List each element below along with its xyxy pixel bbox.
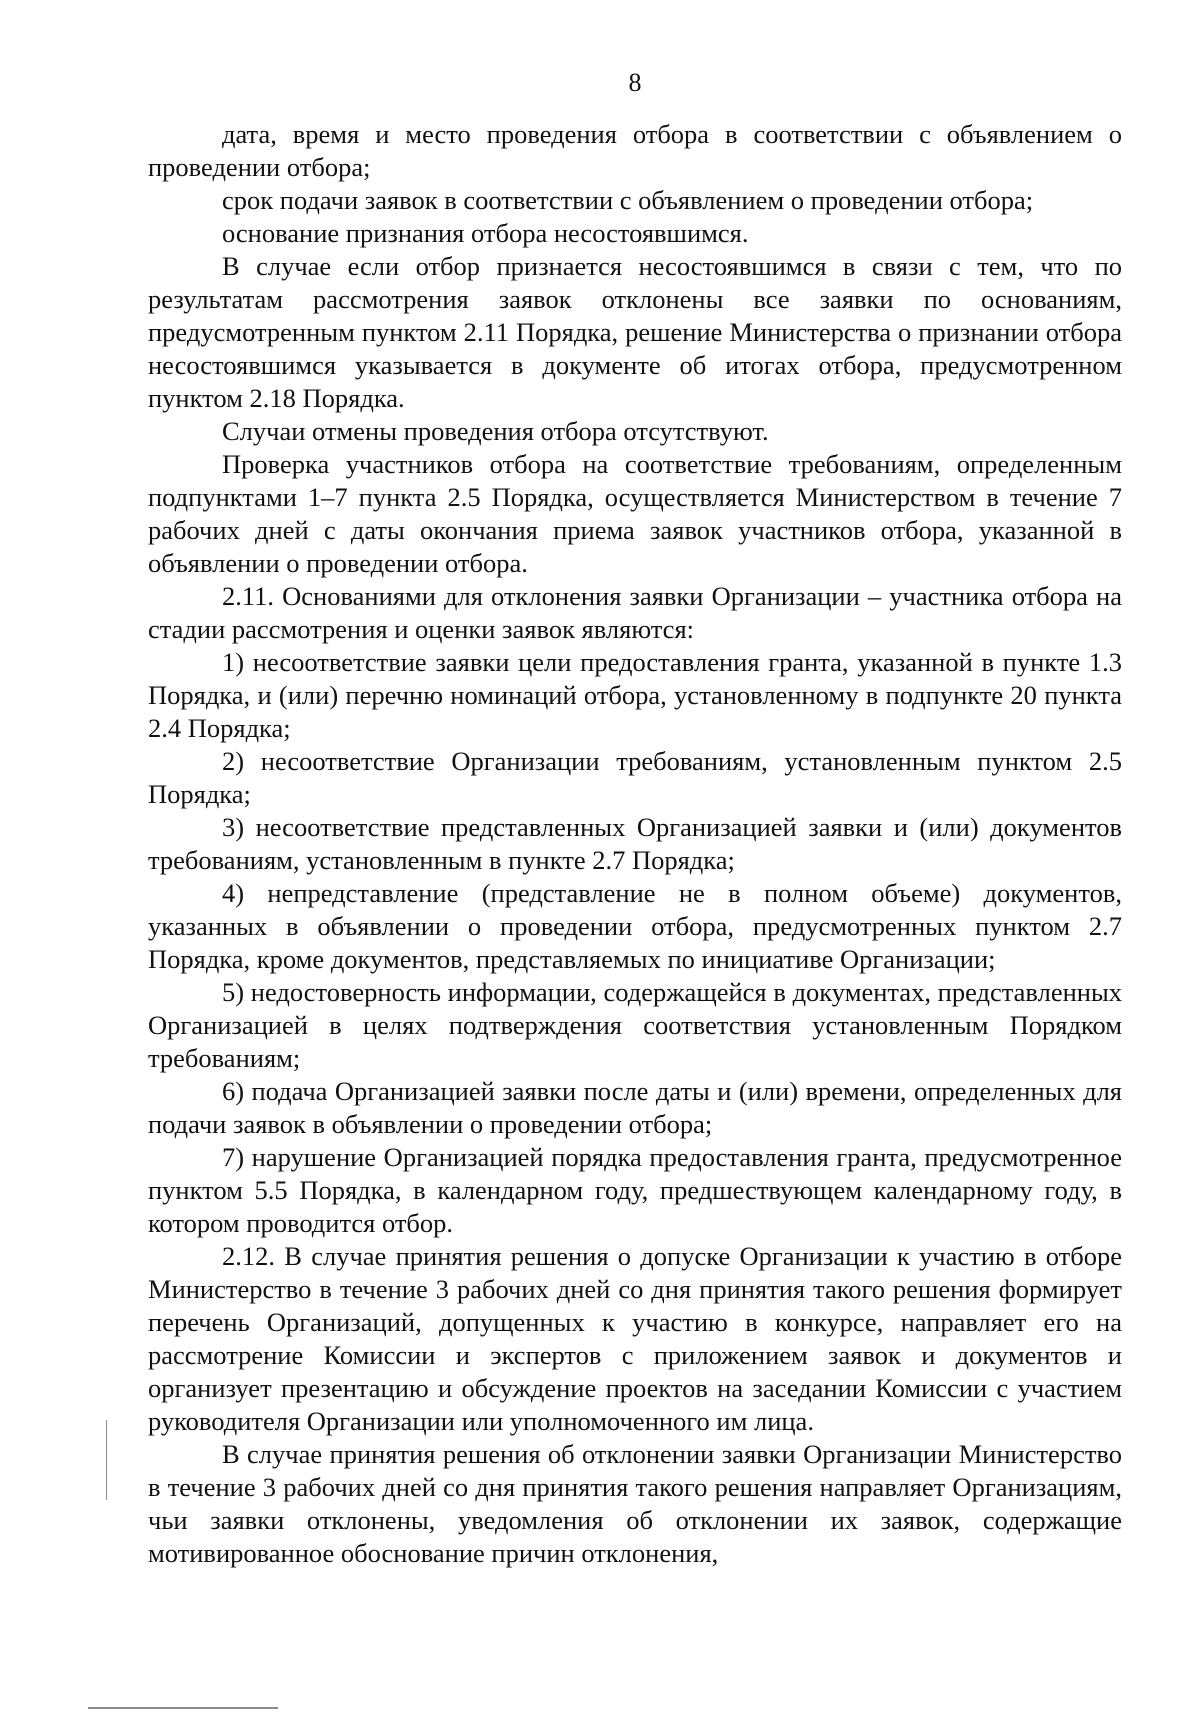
paragraph-failed-selection-basis: основание признания отбора несостоявшимся. bbox=[222, 218, 749, 248]
list-item-5: 5) недостоверность информации, содержащейся в документах, представленных Организацией в целях подтверждения соответствия установленным Порядком требованиям; bbox=[148, 977, 1122, 1073]
paragraph-failed-selection-case: В случае если отбор признается несостоявшимся в связи с тем, что по результатам рассмотрения заявок отклонены все заявки по основаниям, предусмотренным пунктом 2.11 Порядка, решение Министерства о признании отбора несостоявшимся указывается в документе об итогах отбора, предусмотренном пунктом 2.18 Порядка. bbox=[148, 251, 1122, 413]
document-body bbox=[148, 118, 1122, 1570]
list-item-4: 4) непредставление (представление не в полном объеме) документов, указанных в объявлении о проведении отбора, предусмотренных пунктом 2.7 Порядка, кроме документов, представляемых по инициативе Организации; bbox=[148, 878, 1122, 974]
list-item-1: 1) несоответствие заявки цели предоставления гранта, указанной в пункте 1.3 Порядка, и (или) перечню номинаций отбора, установленному в подпункте 20 пункта 2.4 Порядка; bbox=[148, 647, 1122, 743]
page-number: 8 bbox=[628, 68, 642, 97]
paragraph-no-cancellation: Случаи отмены проведения отбора отсутствуют. bbox=[222, 416, 769, 446]
paragraph-rejection-notice: В случае принятия решения об отклонении заявки Организации Министерство в течение 3 рабочих дней со дня принятия такого решения направляет Организациям, чьи заявки отклонены, уведомления об отклонении их заявок, содержащие мотивированное обоснование причин отклонения, bbox=[148, 1439, 1122, 1568]
paragraph-selection-date: дата, время и место проведения отбора в соответствии с объявлением о проведении отбора; bbox=[148, 119, 1122, 182]
scan-margin-line bbox=[106, 1420, 107, 1500]
paragraph-2-12: 2.12. В случае принятия решения о допуске Организации к участию в отборе Министерство в течение 3 рабочих дней со дня принятия такого решения формирует перечень Организаций, допущенных к участию в конкурсе, направляет его на рассмотрение Комиссии и экспертов с приложением заявок и документов и организует презентацию и обсуждение проектов на заседании Комиссии с участием руководителя Организации или уполномоченного им лица. bbox=[148, 1241, 1122, 1436]
scan-bottom-line bbox=[88, 1707, 278, 1709]
paragraph-application-deadline: срок подачи заявок в соответствии с объявлением о проведении отбора; bbox=[222, 185, 1034, 215]
list-item-6: 6) подача Организацией заявки после даты и (или) времени, определенных для подачи заявок в объявлении о проведении отбора; bbox=[148, 1076, 1122, 1139]
paragraph-participant-check: Проверка участников отбора на соответствие требованиям, определенным подпунктами 1–7 пункта 2.5 Порядка, осуществляется Министерством в течение 7 рабочих дней с даты окончания приема заявок участников отбора, указанной в объявлении о проведении отбора. bbox=[148, 449, 1122, 578]
list-item-7: 7) нарушение Организацией порядка предоставления гранта, предусмотренное пунктом 5.5 Порядка, в календарном году, предшествующем календарному году, в котором проводится отбор. bbox=[148, 1142, 1122, 1238]
list-item-2: 2) несоответствие Организации требованиям, установленным пунктом 2.5 Порядка; bbox=[148, 746, 1122, 809]
list-item-3: 3) несоответствие представленных Организацией заявки и (или) документов требованиям, установленным в пункте 2.7 Порядка; bbox=[148, 812, 1122, 875]
paragraph-2-11-heading: 2.11. Основаниями для отклонения заявки Организации – участника отбора на стадии рассмотрения и оценки заявок являются: bbox=[148, 581, 1122, 644]
